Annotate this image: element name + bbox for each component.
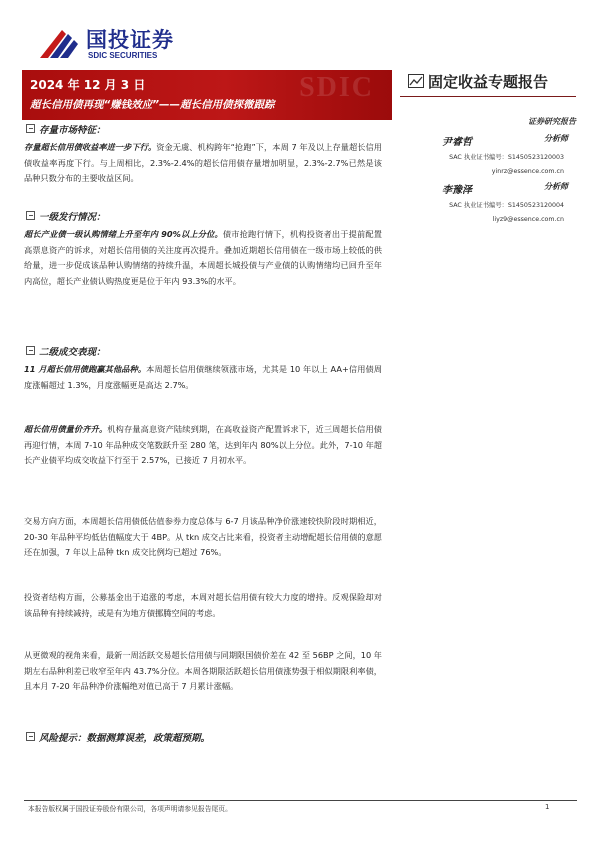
section-bullet-icon: [26, 732, 35, 741]
paragraph-lead: 11 月超长信用债跑赢其他品种。: [24, 364, 147, 374]
paragraph-text: 本周超长信用债继续领涨市场，尤其是 10 年以上 AA+信用债周度涨幅超过 1.3%，月度涨幅更是高达 2.7%。: [24, 364, 382, 390]
section-heading: [24, 209, 386, 223]
analyst-cert: SAC 执业证书编号：S1450523120004: [449, 202, 564, 209]
paragraph-text: 从更微观的视角来看，最新一周活跃交易超长信用债与同期限国债价差在 42 至 56BP 之间，10 年期左右品种利差已收窄至年内 43.7%分位。本周各期限活跃超长信用债涨势强于相似期限利率债，且本月 7-20 年品种净价涨幅绝对值已高于 7 月累计涨幅。: [24, 650, 382, 691]
paragraph-text: 投资者结构方面，公募基金出于追涨的考虑，本周对超长信用债有较大力度的增持。反观保险却对该品种有持续减持，或是有为地方债挪腾空间的考虑。: [24, 592, 382, 618]
paragraph-lead: 超长信用债量价齐升。: [24, 424, 108, 434]
section-title: 二级成交表现：: [39, 347, 106, 358]
header-divider: [400, 96, 576, 97]
paragraph: [24, 227, 382, 289]
page-number: 1: [545, 803, 550, 811]
paragraph: [24, 514, 382, 561]
section-title: 一级发行情况：: [39, 212, 106, 223]
analyst-title: 分析师: [544, 182, 568, 191]
company-logo: [36, 22, 236, 62]
section-title: 存量市场特征：: [39, 125, 106, 136]
logo-mark-icon: [36, 24, 80, 60]
section-heading: [24, 344, 386, 358]
footer-divider: [24, 800, 577, 801]
paragraph: [24, 140, 382, 187]
chart-icon: [408, 74, 424, 88]
risk-warning: [24, 730, 386, 744]
paragraph-text: 交易方向方面，本周超长信用债低估值参券力度总体与 6-7 月该品种净价涨速较快阶段时期相近，20-30 年品种平均低估值幅度大于 4BP。从 tkn 成交占比来看，投资者主动增配超长信用债的意愿还在加强，7 年以上品种 tkn 成交比例均已超过 76%。: [24, 516, 382, 557]
logo-name-cn: 国投证券: [86, 28, 174, 52]
paragraph: [24, 422, 382, 469]
report-date: 2024 年 12 月 3 日: [30, 78, 146, 92]
paragraph-lead: 超长产业债一级认购情绪上升至年内 90%以上分位。: [24, 229, 223, 239]
analyst-card: [400, 133, 576, 173]
analyst-name: 李豫泽: [442, 185, 472, 196]
paragraph: [24, 362, 382, 393]
report-title: 超长信用债再现“赚钱效应”——超长信用债探微跟踪: [30, 99, 275, 111]
paragraph-text: 债市抢跑行情下，机构投资者出于提前配置高票息资产的诉求，对超长信用债的关注度再次提升。叠加近期超长信用债在一级市场上较低的供给量，进一步促成该品种认购情绪的持续升温，本周超长城投债与产业债的认购情绪均已回升至年内高位，超长产业债认购热度更是位于年内 93.3%的水平。: [24, 229, 382, 286]
section-heading: [24, 122, 386, 136]
footer-disclaimer: 本报告版权属于国投证券股份有限公司，各项声明请参见报告尾页。: [28, 805, 232, 813]
section-bullet-icon: [26, 346, 35, 355]
paragraph: [24, 590, 382, 621]
analyst-cert: SAC 执业证书编号：S1450523120003: [449, 154, 564, 161]
report-type: 固定收益专题报告: [428, 73, 549, 91]
analyst-card: [400, 181, 576, 221]
paragraph-text: 机构存量高息资产陆续到期，在高收益资产配置诉求下，近三周超长信用债再迎行情，本周 7-10 年品种成交笔数跃升至 280 笔，达到年内 80%以上分位。此外，7-10 年超长产业债平均成交收益下行至于 2.57%，已接近 7 月初水平。: [24, 424, 382, 465]
paragraph-lead: 存量超长信用债收益率进一步下行。: [24, 142, 157, 152]
report-type-header: [408, 71, 578, 93]
section-bullet-icon: [26, 211, 35, 220]
banner-watermark: SDIC: [299, 72, 374, 103]
paragraph: [24, 648, 382, 695]
section-bullet-icon: [26, 124, 35, 133]
analyst-email[interactable]: liyz9@essence.com.cn: [492, 216, 564, 223]
analyst-email[interactable]: yinrz@essence.com.cn: [491, 168, 564, 175]
analyst-name: 尹睿哲: [442, 137, 472, 148]
title-banner: [22, 70, 392, 120]
research-tag: 证券研究报告: [528, 117, 576, 126]
analyst-title: 分析师: [544, 134, 568, 143]
paragraph-text: 资金无虞、机构跨年“抢跑”下，本周 7 年及以上存量超长信用债收益率再度下行。与上周相比，2.3%-2.4%的超长信用债存量增加明显，2.3%-2.7%已然是该品种只数分布的主要收益区间。: [24, 142, 382, 183]
risk-text: 风险提示：数据测算误差，政策超预期。: [39, 733, 211, 744]
logo-name-en: SDIC SECURITIES: [88, 51, 158, 60]
